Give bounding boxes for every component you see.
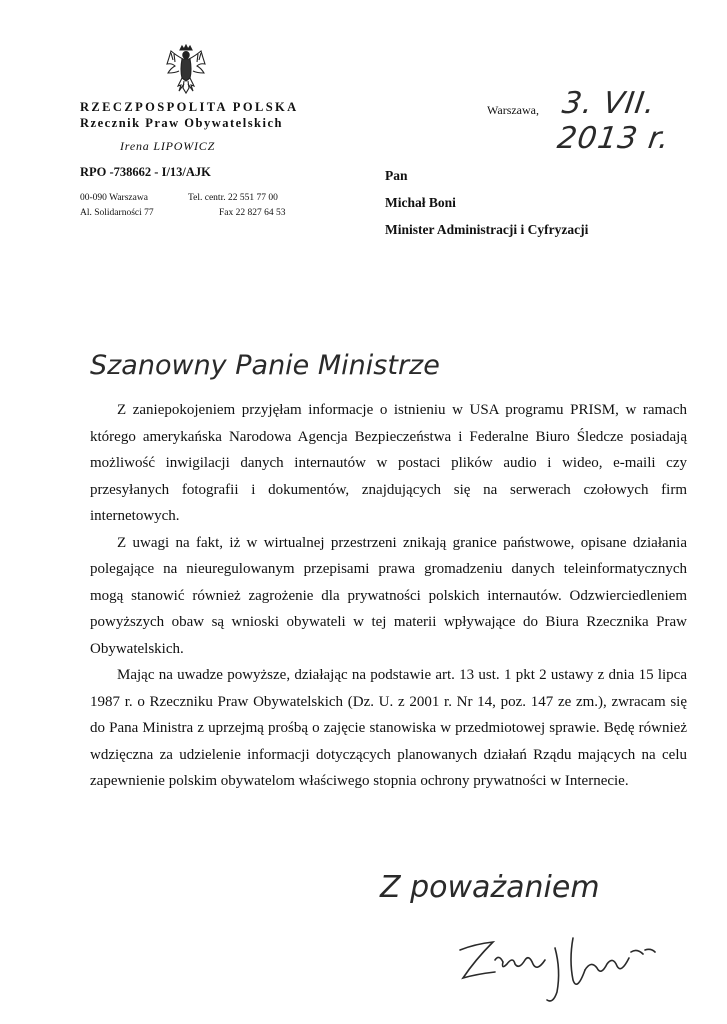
phone-number: Tel. centr. 22 551 77 00 (188, 193, 278, 203)
date-city: Warszawa, (487, 103, 540, 117)
body-paragraph-1: Z zaniepokojeniem przyjęłam informacje o istnieniu w USA programu PRISM, w ramach którego amerykańska Narodowa Agencja Bezpieczeństwa i Federalne Biuro Śledcze posiadają możliwość inwigilacji danych internautów w postaci plików audio i wideo, e-maili czy przesyłanych fotografii i dokumentów, znajdujących się na serwerach czołowych firm internetowych. (90, 402, 687, 524)
fax-number: Fax 22 827 64 53 (219, 208, 286, 218)
address-line-1: 00-090 Warszawa (80, 193, 148, 203)
recipient-title: Minister Administracji i Cyfryzacji (385, 222, 589, 237)
address-line-2: Al. Solidarności 77 (80, 208, 154, 218)
handwritten-greeting: Szanowny Panie Ministrze (90, 350, 440, 381)
recipient-name: Michał Boni (385, 195, 456, 210)
handwritten-signature (455, 930, 685, 1010)
letter-body (90, 397, 687, 795)
institution-name: RZECZPOSPOLITA POLSKA (80, 100, 299, 114)
polish-eagle-emblem-icon (163, 44, 209, 96)
body-paragraph-2: Z uwagi na fakt, iż w wirtualnej przestrzeni znikają granice państwowe, opisane działania polegające na nieuregulowanym przepisami prawa gromadzeniu danych teleinformatycznych mogą stanowić również zagrożenie dla prywatności polskich internautów. Odzwierciedleniem powyższych obaw są wnioski obywateli w tej materii wpływające do Biura Rzecznika Praw Obywatelskich. (90, 534, 687, 657)
body-paragraph-3: Mając na uwadze powyższe, działając na podstawie art. 13 ust. 1 pkt 2 ustawy z dnia 15 lipca 1987 r. o Rzeczniku Praw Obywatelskich (Dz. U. z 2001 r. Nr 14, poz. 147 ze zm.), zwracam się do Pana Ministra z uprzejmą prośbą o zajęcie stanowiska w przedmiotowej sprawie. Będę również wdzięczna za udzielenie informacji dotyczących planowanych działań Rządu mających na celu zapewnienie polskim obywatelom właściwego stopnia ochrony prywatności w Internecie. (90, 667, 687, 789)
office-name: Rzecznik Praw Obywatelskich (80, 116, 283, 130)
ombudsman-name: Irena LIPOWICZ (120, 139, 216, 153)
reference-number: RPO -738662 - I/13/AJK (80, 165, 211, 179)
handwritten-date: 3. VII. 2013 r. (555, 86, 672, 156)
handwritten-closing: Z poważaniem (380, 870, 600, 905)
recipient-salutation: Pan (385, 168, 408, 183)
